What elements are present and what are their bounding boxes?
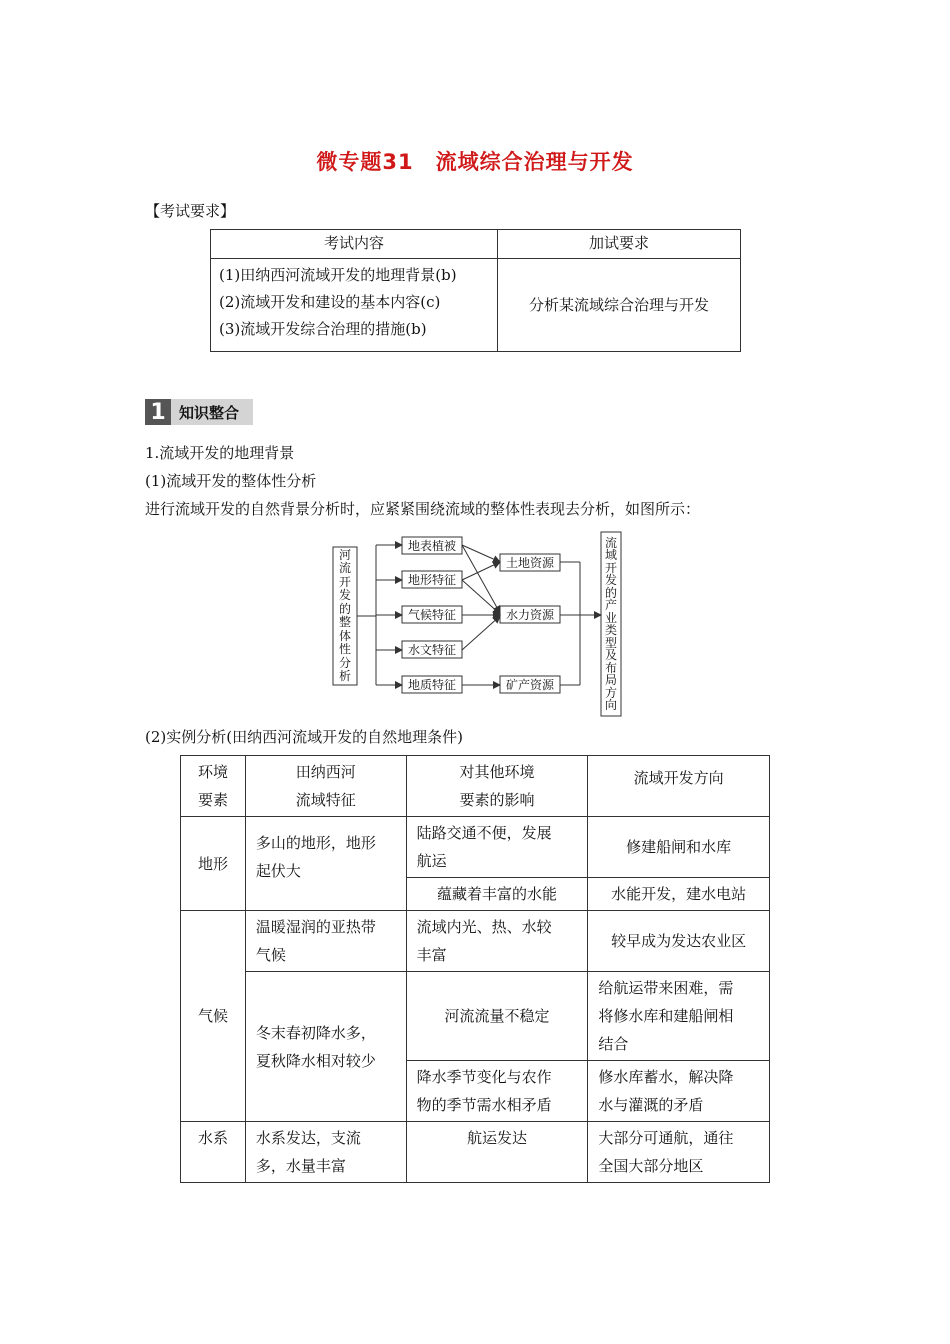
table-row	[181, 817, 770, 878]
terrain-impact-cell: 蕴藏着丰富的水能	[406, 878, 588, 911]
paragraph-heading-3: (2)实例分析(田纳西河流域开发的自然地理条件)	[145, 728, 463, 746]
paragraph-heading-1: 1.流域开发的地理背景	[145, 444, 295, 462]
climate-direction-cell: 较早成为发达农业区	[588, 911, 770, 972]
exam-requirements-label: 【考试要求】	[145, 202, 236, 220]
table-header-features: 田纳西河 流域特征	[245, 756, 406, 817]
table-header-additional: 加试要求	[498, 230, 741, 259]
diagram-right-box: 流域开发的产业类型及布局方向	[604, 535, 617, 712]
diagram-factor: 地质特征	[407, 678, 457, 692]
climate-impact-cell: 流域内光、热、水较 丰富	[406, 911, 588, 972]
page-title: 微专题31 流域综合治理与开发	[316, 150, 634, 174]
climate-impact-cell: 河流流量不稳定	[406, 972, 588, 1061]
additional-requirement-cell: 分析某流域综合治理与开发	[498, 259, 741, 352]
climate-feature-cell: 温暖湿润的亚热带 气候	[245, 911, 406, 972]
paragraph-heading-2: (1)流域开发的整体性分析	[145, 472, 317, 490]
terrain-direction-cell: 水能开发，建水电站	[588, 878, 770, 911]
climate-impact-cell: 降水季节变化与农作 物的季节需水相矛盾	[406, 1061, 588, 1122]
exam-requirements-table	[210, 229, 741, 352]
water-feature-cell: 水系发达，支流 多，水量丰富	[245, 1122, 406, 1183]
table-row	[181, 972, 770, 1061]
section-number: 1	[145, 399, 171, 425]
exam-content-cell	[211, 259, 498, 352]
diagram-resource: 土地资源	[505, 556, 555, 570]
table-header-factor: 环境 要素	[181, 756, 246, 817]
section-heading	[145, 399, 253, 425]
list-item: (3)流域开发综合治理的措施(b)	[219, 320, 427, 338]
list-item: (1)田纳西河流域开发的地理背景(b)	[219, 266, 457, 284]
terrain-direction-cell: 修建船闸和水库	[588, 817, 770, 878]
diagram-resource: 矿产资源	[505, 678, 555, 692]
climate-factor-cell: 气候	[181, 911, 246, 1122]
section-label: 知识整合	[171, 399, 253, 425]
climate-direction-cell: 修水库蓄水，解决降 水与灌溉的矛盾	[588, 1061, 770, 1122]
diagram-resource: 水力资源	[505, 608, 555, 622]
terrain-feature-cell: 多山的地形，地形 起伏大	[245, 817, 406, 911]
diagram-factor: 地形特征	[407, 573, 457, 587]
water-direction-cell: 大部分可通航，通往 全国大部分地区	[588, 1122, 770, 1183]
water-factor-cell: 水系	[181, 1122, 246, 1183]
table-header-impacts: 对其他环境 要素的影响	[406, 756, 588, 817]
table-header-direction: 流域开发方向	[588, 756, 770, 817]
water-impact-cell: 航运发达	[406, 1122, 588, 1183]
diagram-factor: 气候特征	[407, 608, 457, 622]
climate-direction-cell: 给航运带来困难，需 将修水库和建船闸相 结合	[588, 972, 770, 1061]
table-row	[181, 1122, 770, 1183]
climate-feature-cell: 冬末春初降水多， 夏秋降水相对较少	[245, 972, 406, 1122]
diagram-factor: 水文特征	[407, 643, 457, 657]
case-analysis-table	[180, 755, 770, 1183]
paragraph-text: 进行流域开发的自然背景分析时，应紧紧围绕流域的整体性表现去分析，如图所示：	[145, 500, 701, 518]
diagram-left-box: 河流开发的整体性分析	[338, 547, 351, 683]
table-row	[181, 911, 770, 972]
list-item: (2)流域开发和建设的基本内容(c)	[219, 293, 441, 311]
terrain-impact-cell: 陆路交通不便，发展 航运	[406, 817, 588, 878]
diagram-factor: 地表植被	[407, 539, 457, 553]
table-header-content: 考试内容	[211, 230, 498, 259]
watershed-analysis-diagram	[330, 530, 625, 718]
terrain-factor-cell: 地形	[181, 817, 246, 911]
